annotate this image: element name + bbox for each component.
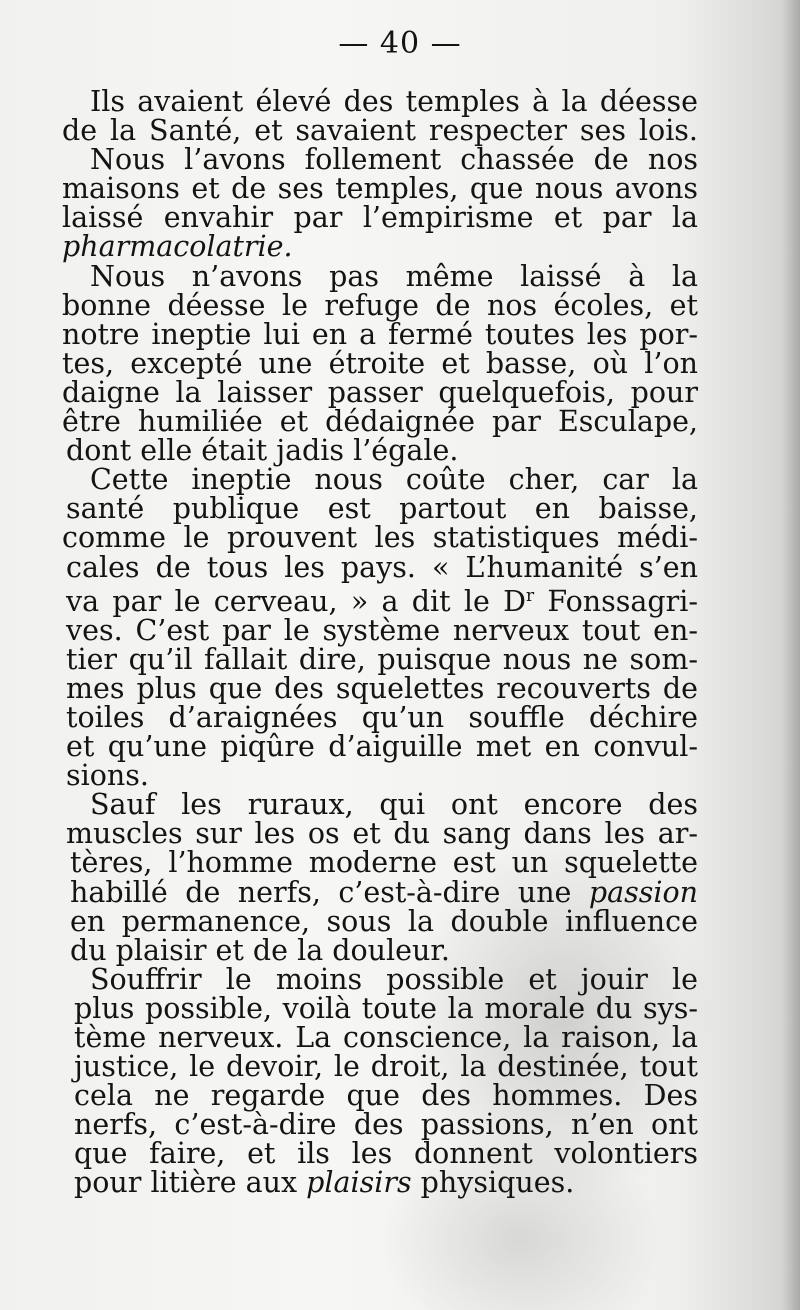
text-line	[62, 1023, 698, 1052]
text-line	[62, 582, 698, 616]
text-segment: santé publique est partout en baisse,	[66, 492, 698, 526]
text-segment: de la Santé, et savaient respecter ses lois.	[62, 114, 698, 148]
text-line	[62, 201, 698, 235]
text-line	[62, 788, 698, 822]
text-line	[62, 114, 698, 148]
text-segment: tères, l’homme moderne est un squelette	[70, 846, 698, 880]
text-segment: être humiliée et dédaignée par Esculape,	[62, 405, 698, 439]
text-segment: maisons et de ses temples, que nous avons	[62, 172, 698, 206]
text-segment: tes, excepté une étroite et basse, où l’on	[62, 346, 698, 380]
text-segment: en permanence, sous la double influence	[70, 904, 698, 938]
text-segment: Sauf les ruraux, qui ont encore des	[90, 788, 698, 822]
text-segment: Souffrir le moins possible et jouir le	[90, 962, 698, 996]
text-segment: pour litière aux	[74, 1166, 307, 1200]
text-line	[62, 1079, 698, 1113]
text-line	[62, 1108, 698, 1142]
text-line	[62, 87, 698, 116]
text-segment: dont elle était jadis l’égale.	[66, 434, 459, 468]
text-segment: physiques.	[411, 1166, 575, 1200]
text-segment: tème nerveux. La conscience, la raison, la	[74, 1021, 698, 1054]
text-segment: Fonssagri-	[534, 584, 698, 618]
text-line	[62, 492, 698, 526]
text-line	[62, 346, 698, 380]
text-segment: Nous l’avons follement chassée de nos	[90, 143, 698, 177]
text-segment: notre ineptie lui en a fermé toutes les por-	[62, 317, 698, 351]
italic-word: plaisirs	[306, 1166, 412, 1200]
text-line	[62, 259, 698, 293]
text-line	[62, 405, 698, 439]
text-line	[62, 230, 698, 264]
text-line	[62, 846, 698, 880]
body-text	[62, 87, 698, 1198]
text-segment: du plaisir et de la douleur.	[70, 933, 450, 967]
text-line	[62, 730, 698, 764]
text-segment: et qu’une piqûre d’aiguille met en convul-	[66, 730, 698, 764]
text-segment: habillé de nerfs, c’est-à-dire une	[70, 875, 589, 909]
text-segment: va par le cerveau, » a dit le D	[66, 584, 526, 618]
text-line	[62, 172, 698, 206]
text-line	[62, 1050, 698, 1084]
text-line	[62, 288, 698, 322]
superscript: r	[525, 585, 535, 606]
text-line	[62, 962, 698, 996]
text-line	[62, 613, 698, 647]
text-segment: daigne la laisser passer quelquefois, pour	[62, 375, 698, 409]
text-segment: nerfs, c’est-à-dire des passions, n’en ont	[74, 1108, 698, 1142]
text-line	[62, 1137, 698, 1171]
text-segment: toiles d’araignées qu’un souffle déchire	[66, 700, 698, 734]
text-line	[62, 875, 698, 909]
text-line	[62, 463, 698, 497]
text-segment: mes plus que des squelettes recouverts de	[66, 671, 698, 705]
text-line	[62, 671, 698, 705]
text-line	[62, 434, 698, 468]
text-segment: muscles sur les os et du sang dans les ar-	[66, 817, 698, 851]
text-segment: comme le prouvent les statistiques médi-	[62, 521, 698, 555]
text-line	[62, 700, 698, 734]
text-segment: laissé envahir par l’empirisme et par la	[62, 201, 698, 235]
text-line	[62, 550, 698, 584]
italic-word: passion	[588, 875, 698, 909]
text-segment: plus possible, voilà toute la morale du sys-	[74, 991, 698, 1025]
text-segment: cales de tous les pays. « L’humanité s’en	[66, 550, 698, 584]
text-segment: sions.	[66, 759, 149, 793]
text-segment: justice, le devoir, le droit, la destinée, tout	[74, 1050, 698, 1084]
text-line	[62, 317, 698, 351]
text-segment: bonne déesse le refuge de nos écoles, et	[62, 288, 698, 322]
text-line	[62, 991, 698, 1025]
text-segment: ves. C’est par le système nerveux tout en-	[66, 613, 698, 647]
page-number: — 40 —	[338, 26, 462, 61]
text-line	[62, 817, 698, 851]
text-segment: pharmacolatrie.	[62, 230, 293, 264]
text-segment: que faire, et ils les donnent volontiers	[74, 1137, 698, 1171]
text-line	[62, 521, 698, 555]
text-line	[62, 904, 698, 938]
text-segment: Ils avaient élevé des temples à la déesse	[90, 85, 698, 118]
text-segment: Cette ineptie nous coûte cher, car la	[90, 463, 698, 497]
text-line	[62, 642, 698, 676]
text-line	[62, 375, 698, 409]
text-line	[62, 143, 698, 177]
text-line	[62, 1166, 698, 1200]
text-segment: tier qu’il fallait dire, puisque nous ne som-	[66, 642, 698, 676]
text-segment: cela ne regarde que des hommes. Des	[74, 1079, 698, 1113]
text-line	[62, 759, 698, 793]
text-line	[62, 933, 698, 967]
text-segment: Nous n’avons pas même laissé à la	[90, 259, 698, 293]
